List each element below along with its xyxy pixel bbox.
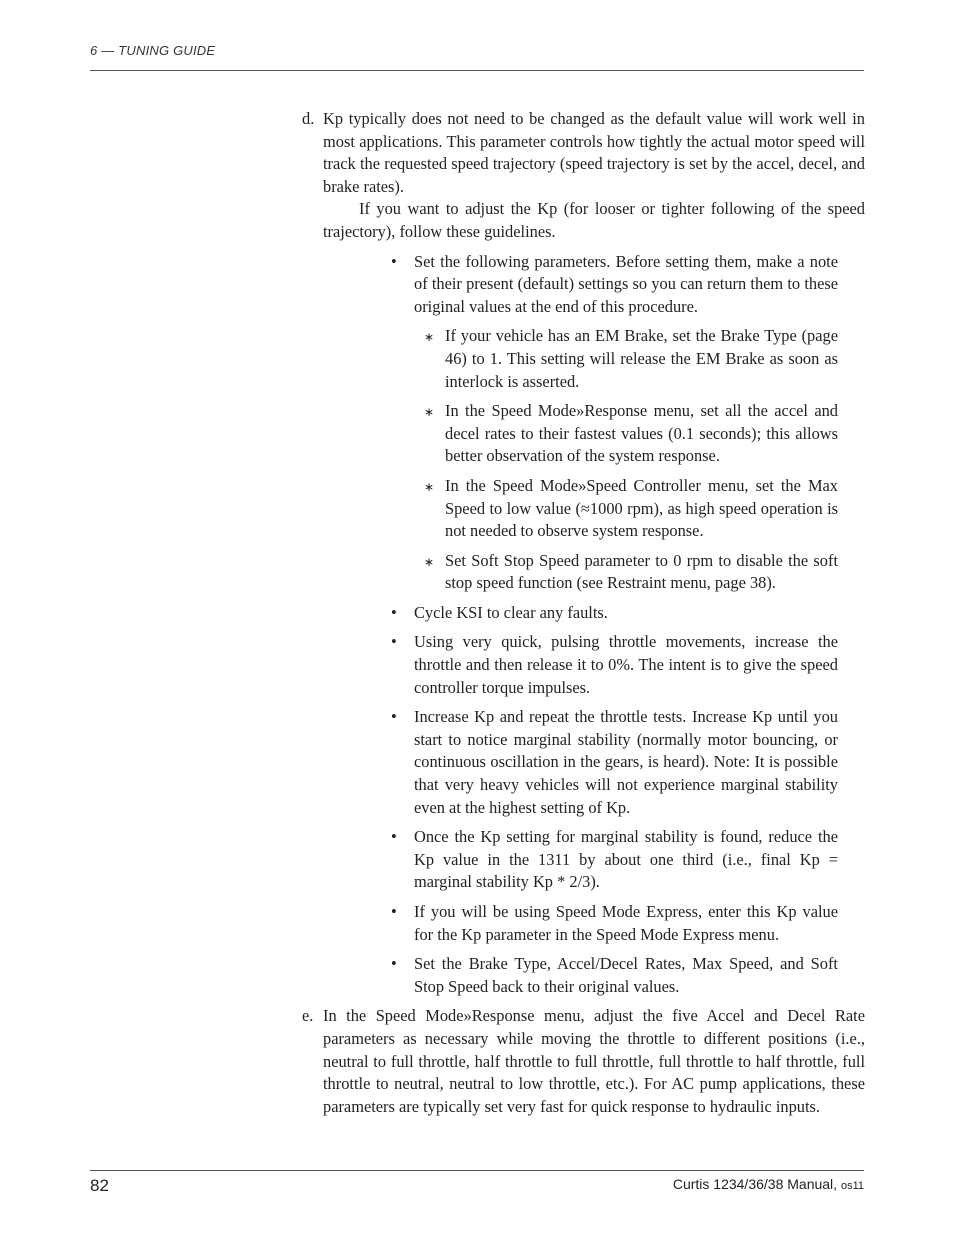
sub-item [422,400,838,468]
sub-item [422,325,838,393]
sub-item [422,475,838,543]
bullet-marker: • [391,954,397,974]
revision-code: os11 [840,1180,864,1192]
paragraph: If you want to adjust the Kp (for looser or tighter following of the speed trajectory), follow these guidelines. [323,199,865,241]
bullet-text: Set the following parameters. Before setting them, make a note of their present (default) settings so you can return them to these original values at the end of this procedure. [414,251,838,316]
running-head: 6 — TUNING GUIDE [90,43,216,58]
bullet-list [391,251,838,999]
sub-item [422,550,838,595]
page-number: 82 [90,1176,109,1195]
asterisk-marker: ∗ [424,554,435,569]
bullet-item [391,826,838,894]
bullet-item [391,631,838,699]
paragraph: Kp typically does not need to be changed as the default value will work well in most applications. This parameter controls how tightly the actual motor speed will track the requested speed trajectory (speed trajectory is set by the accel, decel, and brake rates). [323,109,865,196]
bullet-marker: • [391,251,397,271]
asterisk-marker: ∗ [424,405,435,420]
page-body [300,108,865,1118]
bullet-marker: • [391,827,397,847]
paragraph: In the Speed Mode»Response menu, adjust the five Accel and Decel Rate parameters as necessary while moving the throttle to different positions (i.e., neutral to full throttle, half throttle to full throttle, full throttle to half throttle, full throttle to neutral, neutral to low throttle, etc.). For AC pump applications, these parameters are typically set very fast for quick response to hydraulic inputs. [323,1006,865,1116]
sub-text: Set Soft Stop Speed parameter to 0 rpm to disable the soft stop speed function (see Restraint menu, page 38). [445,550,838,593]
item-label: e. [302,1006,314,1026]
bullet-text: Increase Kp and repeat the throttle tests. Increase Kp until you start to notice marginal stability (normally motor bouncing, or continuous oscillation in the gears, is heard). Note: It is possible that very heavy vehicles will not experience marginal stability even at the highest setting of Kp. [414,707,838,817]
bullet-item [391,706,838,819]
asterisk-marker: ∗ [424,479,435,494]
list-item-d [300,108,865,998]
bullet-text: Using very quick, pulsing throttle movements, increase the throttle and then release it to 0%. The intent is to give the speed controller torque impulses. [414,632,838,697]
bullet-item [391,251,838,595]
sub-text: In the Speed Mode»Response menu, set all the accel and decel rates to their fastest values (0.1 seconds); this allows better observation of the system response. [445,401,838,466]
bullet-item [391,953,838,998]
sub-list [422,325,838,595]
bullet-item [391,901,838,946]
footer-rule [90,1170,864,1171]
bullet-marker: • [391,602,397,622]
bullet-text: Once the Kp setting for marginal stability is found, reduce the Kp value in the 1311 by about one third (i.e., final Kp = marginal stability Kp * 2/3). [414,827,838,892]
sub-text: In the Speed Mode»Speed Controller menu, set the Max Speed to low value (≈1000 rpm), as high speed operation is not needed to observe system response. [445,475,838,541]
bullet-marker: • [391,902,397,921]
asterisk-marker: ∗ [424,330,435,345]
header-rule [90,70,864,71]
bullet-marker: • [391,632,397,652]
manual-footer [673,1176,864,1192]
bullet-text: Cycle KSI to clear any faults. [414,602,608,622]
item-label: d. [302,109,315,128]
bullet-marker: • [391,707,397,727]
bullet-item [391,602,838,625]
bullet-text: If you will be using Speed Mode Express, enter this Kp value for the Kp parameter in the Speed Mode Express menu. [414,902,838,944]
sub-text: If your vehicle has an EM Brake, set the Brake Type (page 46) to 1. This setting will release the EM Brake as soon as interlock is asserted. [445,326,838,391]
bullet-text: Set the Brake Type, Accel/Decel Rates, Max Speed, and Soft Stop Speed back to their original values. [414,954,838,996]
manual-title: Curtis 1234/36/38 Manual, [672,1176,838,1192]
list-item-e [300,1005,865,1118]
